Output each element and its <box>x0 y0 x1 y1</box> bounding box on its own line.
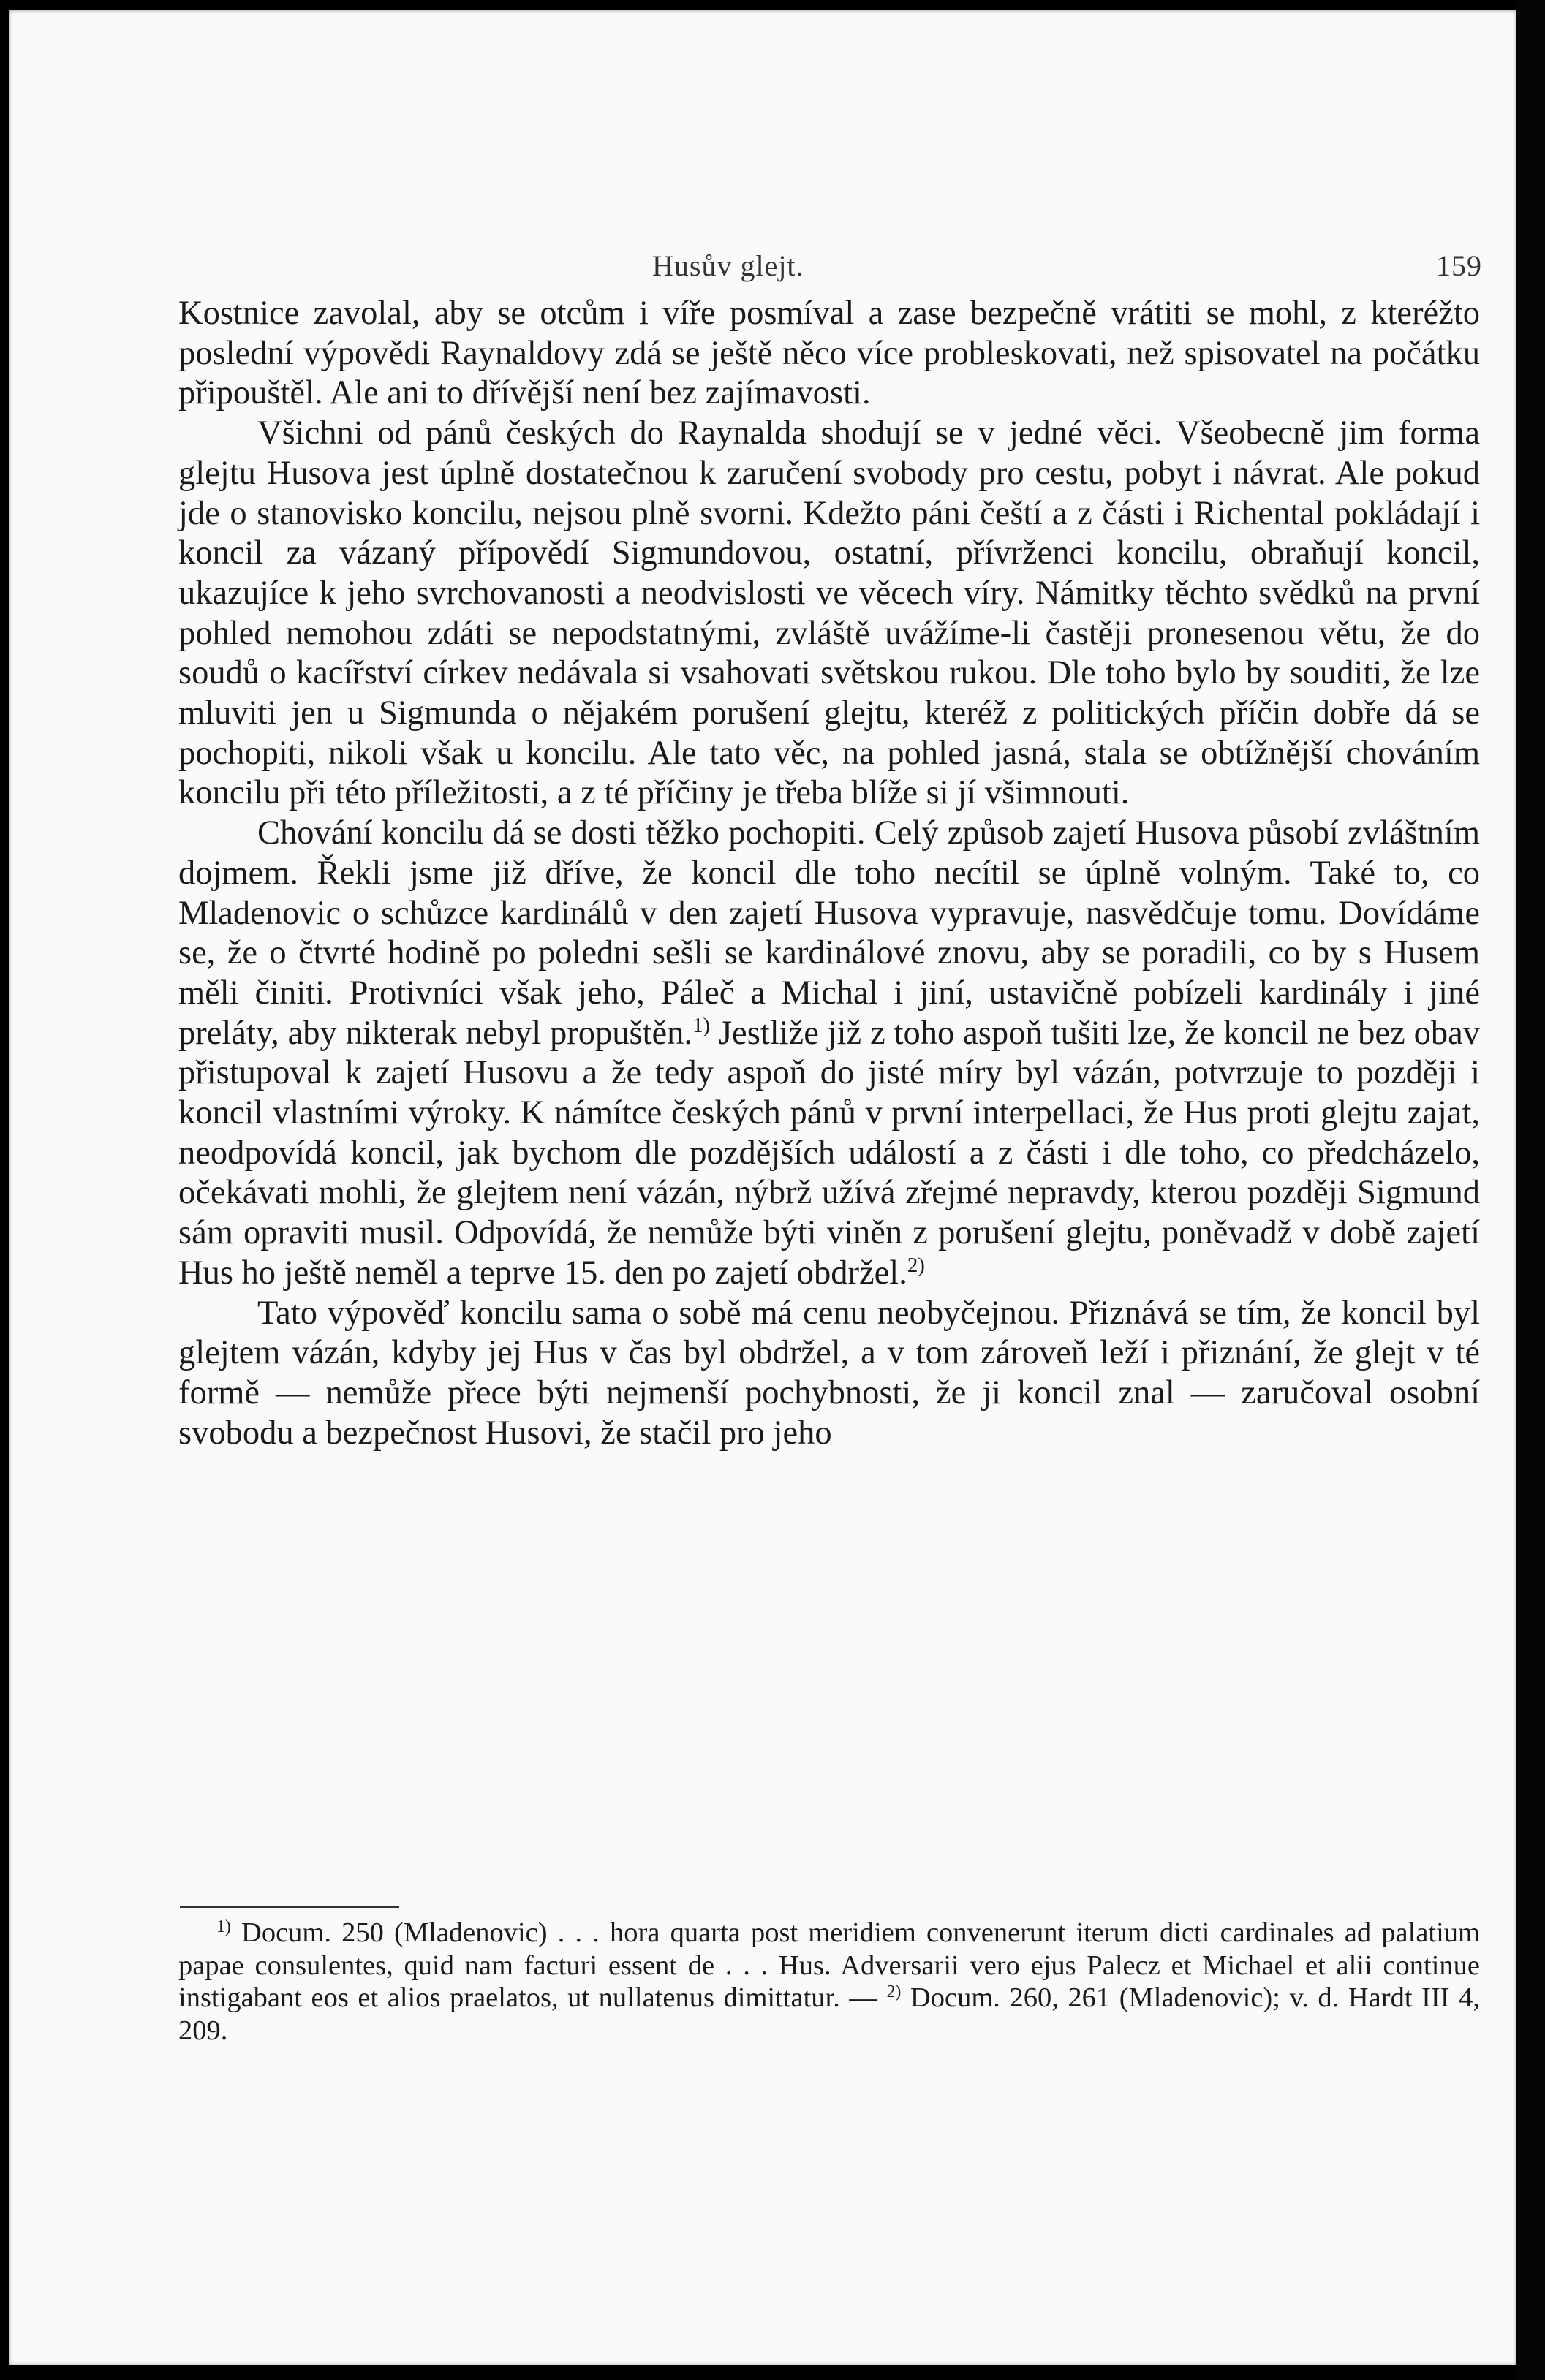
paragraph-1 <box>178 294 1480 414</box>
paragraph-3 <box>178 814 1480 1293</box>
paragraph-4-text: Tato výpověď koncilu sama o sobě má cenu neobyčejnou. Přiznává se tím, že koncil byl glejtem vázán, kdyby jej Hus v čas byl obdržel, a v tom zároveň leží i přiznání, že glejt v té formě — nemůže přece býti nejmenší pochybnosti, že ji koncil znal — zaručoval osobní svobodu a bezpečnost Husovi, že stačil pro jeho <box>178 1294 1480 1452</box>
paragraph-4 <box>178 1294 1480 1454</box>
footnotes <box>178 1917 1480 2047</box>
footnote-ref-1: 1) <box>692 1013 711 1037</box>
paragraph-2-text: Všichni od pánů českých do Raynalda shodují se v jedné věci. Všeobecně jim forma glejtu Husova jest úplně dostatečnou k zaručení svobody pro cestu, pobyt i návrat. Ale pokud jde o stanovisko koncilu, nejsou plně svorni. Kdežto páni čeští a z části i Richental pokládají i koncil za vázaný přípovědí Sigmundovou, ostatní, přívrženci koncilu, obraňují koncil, ukazujíce k jeho svrchovanosti a neodvislosti ve věcech víry. Námitky těchto svědků na první pohled nemohou zdáti se nepodstatnými, zvláště uvážíme-li častěji pronesenou větu, že do soudů o kacířství církev nedávala si vsahovati světskou rukou. Dle toho bylo by souditi, že lze mluviti jen u Sigmunda o nějakém porušení glejtu, kteréž z politických příčin dobře dá se pochopiti, nikoli však u koncilu. Ale tato věc, na pohled jasná, stala se obtížnější chováním koncilu při této příležitosti, a z té příčiny je třeba blíže si jí všimnouti. <box>178 414 1480 812</box>
footnote-separator <box>180 1906 399 1908</box>
paragraph-2 <box>178 414 1480 814</box>
page-header <box>9 249 1516 292</box>
footnote-marker-2: 2) <box>886 1982 902 2001</box>
body-text <box>178 294 1480 1453</box>
footnote-marker-1: 1) <box>216 1917 231 1936</box>
paragraph-1-text: Kostnice zavolal, aby se otcům i víře posmíval a zase bezpečně vrátiti se mohl, z kteréžto poslední výpovědi Raynaldovy zdá se ještě něco více probleskovati, než spisovatel na počátku připouštěl. Ale ani to dřívější není bez zajímavosti. <box>178 295 1480 412</box>
footnote-text-2: Docum. 260, 261 (Mladenovic); v. d. Hardt III 4, 209. <box>178 1982 1481 2046</box>
footnote-text-1: Docum. 250 (Mladenovic) . . . hora quarta post meridiem convenerunt iterum dicti cardinales ad palatium papae consulentes, quid nam facturi essent de . . . Hus. Adversarii vero ejus Palecz et Michael et alii continue instigabant eos et alios praelatos, ut nullatenus dimittatur. — <box>178 1917 1480 2013</box>
paragraph-3-text-a: Chování koncilu dá se dosti těžko pochopiti. Celý způsob zajetí Husova působí zvláštním dojmem. Řekli jsme již dříve, že koncil dle toho necítil se úplně volným. Také to, co Mladenovic o schůzce kardinálů v den zajetí Husova vypravuje, nasvědčuje tomu. Dovídáme se, že o čtvrté hodině po poledni sešli se kardinálové znovu, aby se poradili, co by s Husem měli činiti. Protivníci však jeho, Páleč a Michal i jiní, ustavičně pobízeli kardinály i jiné preláty, aby nikterak nebyl propuštěn. <box>178 814 1480 1052</box>
paragraph-3-text-b: Jestliže již z toho aspoň tušiti lze, že koncil ne bez obav přistupoval k zajetí Husovu a že tedy aspoň do jisté míry byl vázán, potvrzuje to později i koncil vlastními výroky. K námítce českých pánů v první interpellaci, že Hus proti glejtu zajat, neodpovídá koncil, jak bychom dle pozdějších událostí a z části i dle toho, co předcházelo, očekávati mohli, že glejtem není vázán, nýbrž užívá zřejmé nepravdy, kterou později Sigmund sám opraviti musil. Odpovídá, že nemůže býti viněn z porušení glejtu, poněvadž v době zajetí Hus ho ještě neměl a teprve 15. den po zajetí obdržel. <box>178 1014 1480 1292</box>
scan-edge <box>1516 0 1545 2380</box>
footnote-block <box>178 1917 1480 2047</box>
page-number: 159 <box>1436 249 1482 282</box>
book-page <box>9 10 1516 2365</box>
footnote-ref-2: 2) <box>907 1254 925 1278</box>
running-title: Husův glejt. <box>652 249 804 282</box>
